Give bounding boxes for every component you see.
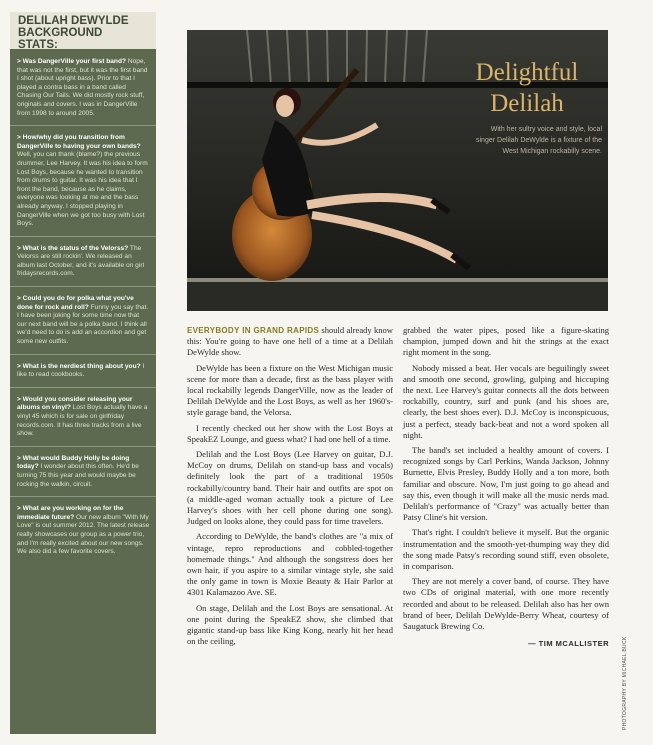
stats-sidebar bbox=[10, 12, 156, 734]
article-paragraph: grabbed the water pipes, posed like a figure-skating champion, jumped down and hit the strings at the exact right moment in the song. bbox=[403, 325, 609, 358]
qa-question: > What are you working on for the immediate future? bbox=[17, 505, 124, 521]
qa-item bbox=[17, 505, 150, 557]
qa-item bbox=[17, 58, 150, 126]
qa-question: > Could you do for polka what you've done for rock and roll? bbox=[17, 295, 134, 311]
photo-caption: With her sultry voice and style, local singer Delilah DeWylde is a fixture of the West Michigan rockabilly scene. bbox=[476, 126, 602, 155]
article-paragraph: The band's set included a healthy amount of covers. I recognized songs by Carl Perkins, Wanda Jackson, Johnny Burnette, Elvis Presley, Buddy Holly and a ton more, both familiar and obscure. Now, I'm just going to go ahead and say this, even though it will make all the music nerds mad. Delilah's performance of "Crazy" was actually better than Patsy Cline's hit version. bbox=[403, 445, 609, 523]
qa-answer: I like to read cookbooks. bbox=[17, 362, 145, 379]
article-paragraph: They are not merely a cover band, of course. They have two CDs of original material, with one more recently recorded and about to be released. Delilah also has her own brand of beer, Delilah DeWylde-Berry Wheat, courtesy of Saugatuck Brewing Co. bbox=[403, 576, 609, 632]
qa-answer: Lost Boys actually have a vinyl 45 which is for sale on girlfriday records.com. It has three tracks from a live show. bbox=[17, 404, 148, 438]
qa-item bbox=[17, 455, 150, 497]
article-lead-rest: should already know this: You're going to have one hell of a time at a Delilah DeWylde show. bbox=[187, 325, 393, 358]
qa-item bbox=[17, 363, 150, 388]
qa-list bbox=[10, 58, 156, 557]
sidebar-title-line1: DELILAH DEWYLDE bbox=[18, 15, 129, 27]
article-column-2 bbox=[403, 325, 609, 649]
divider bbox=[10, 496, 156, 497]
article-paragraph: According to DeWylde, the band's clothes are "a mix of vintage, repro reproductions and cobbled-together homemade things." And although the songstress does her own hair, if you aspire to a similar vintage style, she said the only game in town is Moxie Beauty & Hair Parlor at 4301 Kalamazoo Ave. SE. bbox=[187, 531, 393, 598]
divider bbox=[10, 387, 156, 388]
photo-credit bbox=[622, 610, 632, 730]
feature-title-line2: Delilah bbox=[490, 90, 564, 117]
feature-title bbox=[452, 57, 602, 119]
qa-question: > Would you consider releasing your albums on vinyl? bbox=[17, 395, 133, 412]
article-lead: EVERYBODY IN GRAND RAPIDS bbox=[187, 326, 320, 335]
divider bbox=[10, 125, 156, 126]
byline: — TIM MCALLISTER bbox=[528, 639, 609, 649]
article-paragraph bbox=[187, 325, 393, 359]
divider bbox=[10, 286, 156, 287]
qa-question: > What is the status of the Velorss? bbox=[17, 244, 129, 252]
qa-item bbox=[17, 134, 150, 237]
article-column-1 bbox=[187, 325, 393, 651]
article-paragraph: On stage, Delilah and the Lost Boys are sensational. At one point during the SpeakEZ show, she climbed that gigantic stand-up bass like King Kong, nearly hit her head on the ceiling, bbox=[187, 602, 393, 647]
sidebar-title-line3: STATS: bbox=[18, 39, 58, 51]
qa-item bbox=[17, 295, 150, 355]
qa-answer: Nope, that was not the first, but it was the first band I shot (about upright bass). Prior to that I played a contra bass in a band called Chasing Our Tails. We did mostly rock stuff, originals and covers. I was in DangerVille from 1998 to around 2005. bbox=[17, 58, 148, 117]
qa-answer: Our new album "With My Love" is out summer 2012. The latest release really showcases our group as a power trio, and I'm really excited about our new songs. We also did a few favorite covers. bbox=[17, 513, 150, 556]
qa-answer: The Velorss are still rockin'. We released an album last October, and it's available on girl fridaysrecords.com. bbox=[17, 244, 144, 278]
photo-credit-text: PHOTOGRAPHY BY MICHAEL BUCK bbox=[622, 636, 628, 730]
feature-title-line1: Delightful bbox=[475, 59, 579, 86]
qa-answer: Funny you say that. I have been joking for some time now that our next band will be a polka band. I think all we'd need to do is add an accordion and get some new outfits. bbox=[17, 303, 149, 346]
qa-question: > What would Buddy Holly be doing today? bbox=[17, 454, 130, 471]
qa-question: > What is the nerdiest thing about you? bbox=[17, 362, 141, 370]
qa-item bbox=[17, 245, 150, 287]
qa-item bbox=[17, 396, 150, 447]
sidebar-title bbox=[10, 12, 156, 49]
sidebar-title-line2: BACKGROUND bbox=[18, 27, 103, 39]
qa-answer: I wonder about this often. He'd be turning 75 this year and would maybe be rocking the walkin, circuit. bbox=[17, 463, 139, 488]
article-paragraph: DeWylde has been a fixture on the West Michigan music scene for more than a decade, first as the bass player with local rockabilly legends DangerVille, now as the leader of Delilah DeWylde and the Lost Boys, as well as her 1960's-style garage band, the Velorsa. bbox=[187, 362, 393, 418]
article-paragraph: Nobody missed a beat. Her vocals are beguilingly sweet and smooth one second, growling, gulping and hiccuping the next. Lee Harvey's guitar connects all the dots between rockabilly, country, surf and punk (and his shoes are, clearly, the best shoes ever). D.J. McCoy is inconspicuous, just a perfect, steady back-beat and not a word spoken all night. bbox=[403, 362, 609, 440]
article-paragraph: That's right. I couldn't believe it myself. But the organic instrumentation and the smooth-yet-thumping way they did the song made Patsy's recording sound stiff, even obsolete, in comparison. bbox=[403, 527, 609, 572]
divider bbox=[10, 354, 156, 355]
qa-answer: Well, you can thank (blame?) the previous drummer, Lee Harvey. It was his idea to form Lost Boys, because he wanted to transition from drums to guitar. It was his idea that I front the band, because as he claims, everyone was looking at me and the bass already anyway. I stopped playing in DangerVille when we got too busy with Lost Boys. bbox=[17, 151, 148, 228]
qa-question: > How/why did you transition from DangerVille to having your own bands? bbox=[17, 134, 141, 150]
divider bbox=[10, 446, 156, 447]
divider bbox=[10, 236, 156, 237]
qa-question: > Was DangerVille your first band? bbox=[17, 58, 127, 65]
article-paragraph: I recently checked out her show with the Lost Boys at SpeakEZ Lounge, and guess what? I had one hell of a time. bbox=[187, 422, 393, 444]
article-paragraph: Delilah and the Lost Boys (Lee Harvey on guitar, D.J. McCoy on drums, Delilah on stand-up bass and vocals) definitely look the part of a traditional 1950s rockabilly/country band. Their hair and outfits are spot on (a middle-aged woman actually took a picture of Lee Harvey's shoes with her cell phone during one song). Judged on looks alone, they could pass for time travelers. bbox=[187, 449, 393, 527]
